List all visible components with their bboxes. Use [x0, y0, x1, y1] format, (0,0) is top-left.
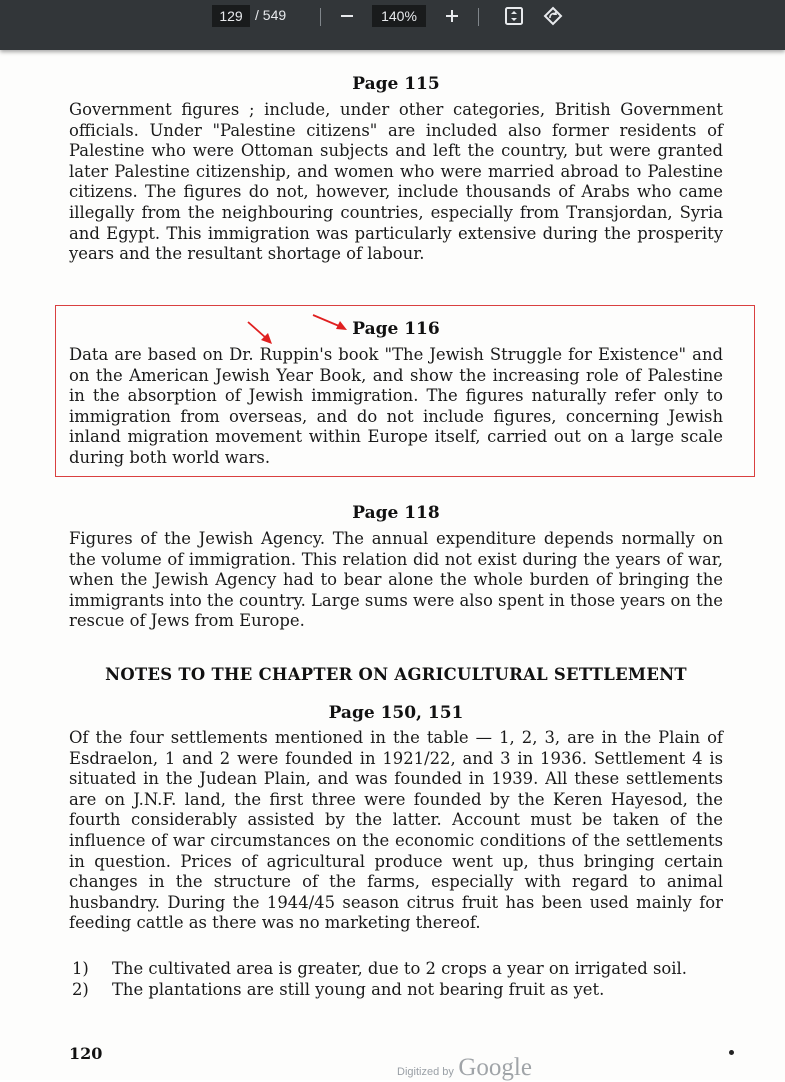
zoom-in-button[interactable]: [439, 3, 465, 29]
section-heading-page-118: Page 118: [352, 503, 440, 523]
plus-icon: [445, 9, 459, 23]
digitized-by-label: Digitized by: [397, 1066, 454, 1078]
chapter-title: NOTES TO THE CHAPTER ON AGRICULTURAL SETTLEMENT: [105, 665, 687, 684]
section-body-page-118: Figures of the Jewish Agency. The annual expenditure depends normally on the volume of immigration. This relation did not exist during the years of war, when the Jewish Agency had to bear alone the whole burden of bringing the immigrants into the country. Large sums were also spent in those years on the rescue of Jews from Europe.: [69, 529, 723, 631]
page-number-input[interactable]: 129: [212, 5, 250, 27]
list-item: [72, 980, 732, 1001]
section-heading-page-116: Page 116: [352, 319, 440, 339]
section-body-page-115: Government figures ; include, under other categories, British Government officials. Under "Palestine citizens" are included also former residents of Palestine who were Ottoman subjects and left the country, but were granted later Palestine citizenship, and women who were married abroad to Palestine citizens. The figures do not, however, include thousands of Arabs who came illegally from the neighbouring countries, especially from Transjordan, Syria and Egypt. This immigration was particularly extensive during the prosperity years and the resultant shortage of labour.: [69, 100, 723, 264]
fit-to-page-icon: [504, 6, 524, 26]
pdf-toolbar: [0, 0, 785, 50]
zoom-input[interactable]: 140%: [372, 5, 426, 27]
list-text: The plantations are still young and not bearing fruit as yet.: [112, 980, 605, 999]
google-logo: Google: [458, 1054, 532, 1081]
zoom-out-button[interactable]: [334, 3, 360, 29]
minus-icon: [340, 9, 354, 23]
list-number: 1): [72, 959, 89, 978]
page-total: / 549: [255, 7, 287, 23]
list-item: [72, 959, 732, 980]
toolbar-divider: [478, 8, 479, 26]
section-body-page-150: Of the four settlements mentioned in the table — 1, 2, 3, are in the Plain of Esdraelon, 1 and 2 were founded in 1921/22, and 3 in 1936. Settlement 4 is situated in the Judean Plain, and was founded in 1939. All these settlements are on J.N.F. land, the first three were founded by the Keren Hayesod, the fourth considerably assisted by the latter. Account must be taken of the influence of war circumstances on the economic conditions of the settlements in question. Prices of agricultural produce went up, thus bringing certain changes in the structure of the farms, especially with regard to animal husbandry. During the 1944/45 season citrus fruit has been used mainly for feeding cattle as there was no marketing thereof.: [69, 728, 723, 933]
section-heading-page-150: Page 150, 151: [328, 703, 464, 723]
rotate-button[interactable]: [540, 3, 566, 29]
google-watermark: [397, 1054, 532, 1082]
rotate-icon: [542, 5, 564, 27]
section-heading-page-115: Page 115: [352, 74, 440, 94]
list-number: 2): [72, 980, 89, 999]
fit-to-page-button[interactable]: [501, 3, 527, 29]
scan-speck: [729, 1050, 734, 1055]
list-text: The cultivated area is greater, due to 2 crops a year on irrigated soil.: [112, 959, 687, 978]
printed-page-number: 120: [69, 1044, 103, 1063]
toolbar-divider: [320, 8, 321, 26]
section-body-page-116: Data are based on Dr. Ruppin's book "The Jewish Struggle for Existence" and on the American Jewish Year Book, and show the increasing role of Palestine in the absorption of Jewish immigration. The figures naturally refer only to immigration from overseas, and do not include figures, concerning Jewish inland migration movement within Europe itself, carried out on a large scale during both world wars.: [69, 345, 723, 467]
